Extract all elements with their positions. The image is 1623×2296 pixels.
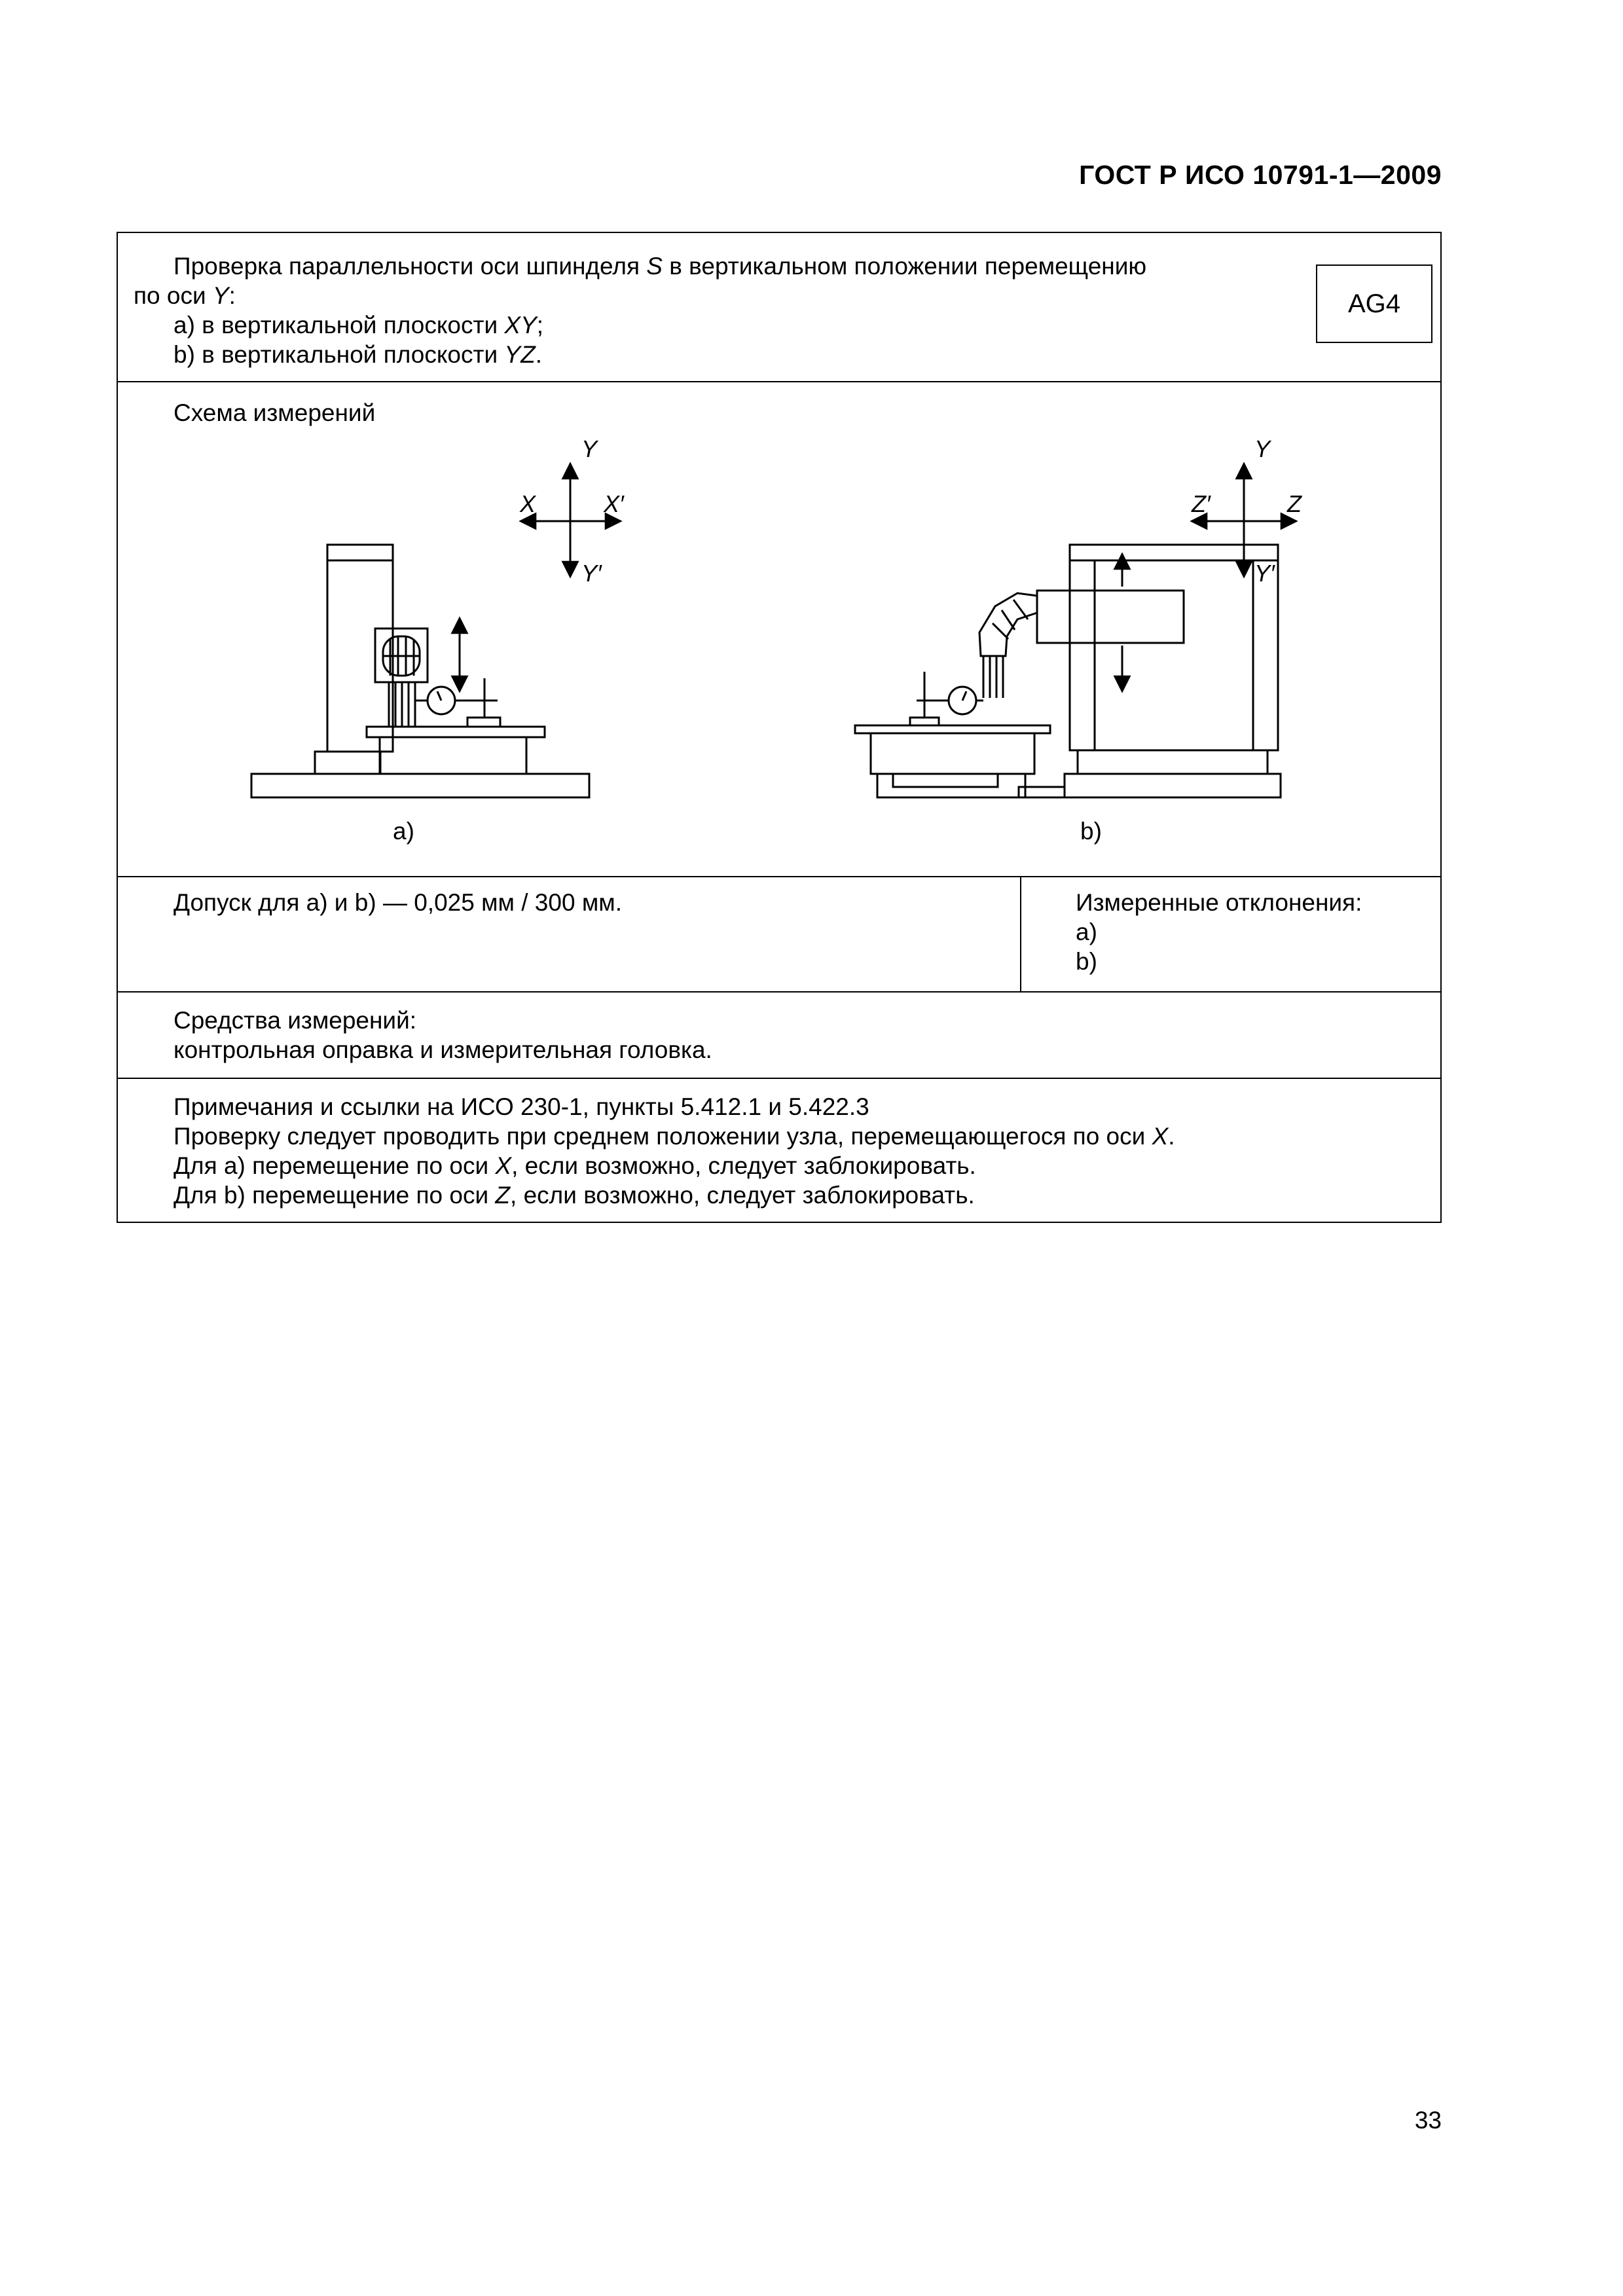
divider [118, 991, 1440, 993]
notes-cell [118, 1092, 1440, 1210]
notes-line-4: Для b) перемещение по оси Z, если возможно, следует заблокировать. [173, 1182, 975, 1209]
machine-b-icon [855, 545, 1281, 797]
axis-a-y-label: Y [581, 435, 598, 462]
axis-b-z-label: Z [1287, 490, 1302, 517]
document-code: ГОСТ Р ИСО 10791-1—2009 [1079, 160, 1442, 190]
axes-a-icon [520, 456, 621, 672]
axis-a-yneg-label: Y′ [581, 560, 602, 587]
measurement-scheme-figure [118, 403, 1440, 875]
tolerance-cell: Допуск для a) и b) — 0,025 мм / 300 мм. [173, 889, 622, 916]
notes-line-3: Для a) перемещение по оси X, если возможно, следует заблокировать. [173, 1152, 976, 1179]
measured-deviations-cell: Измеренные отклонения: a) b) [1076, 889, 1362, 975]
figure-label-a: a) [393, 818, 414, 845]
scheme-title: Схема измерений [173, 399, 376, 426]
check-item-b: b) в вертикальной плоскости YZ. [173, 341, 542, 368]
notes-line-1: Примечания и ссылки на ИСО 230-1, пункты 5.412.1 и 5.422.3 [173, 1093, 869, 1120]
check-line-1: Проверка параллельности оси шпинделя S в вертикальном положении перемещению [173, 253, 1147, 280]
axis-a-x-label: X [520, 490, 536, 517]
axis-a-xneg-label: X′ [604, 490, 624, 517]
divider [118, 381, 1440, 382]
axis-b-zneg-label: Z′ [1192, 490, 1211, 517]
page-number: 33 [1414, 2107, 1442, 2134]
divider [118, 876, 1440, 877]
check-item-a: a) в вертикальной плоскости XY; [173, 312, 544, 338]
check-line-2: по оси Y: [134, 282, 236, 309]
divider [118, 1078, 1440, 1079]
instruments-cell: Средства измерений: контрольная оправка и измерительная головка. [173, 1007, 712, 1063]
axis-b-y-label: Y [1254, 435, 1271, 462]
check-table [117, 232, 1442, 1223]
check-code-box: AG4 [1316, 264, 1432, 343]
figure-label-b: b) [1080, 818, 1102, 845]
machine-a-icon [251, 545, 589, 797]
notes-line-2: Проверку следует проводить при среднем положении узла, перемещающегося по оси X. [173, 1123, 1175, 1150]
axis-b-yneg-label: Y′ [1254, 560, 1275, 587]
check-description [118, 251, 1440, 376]
